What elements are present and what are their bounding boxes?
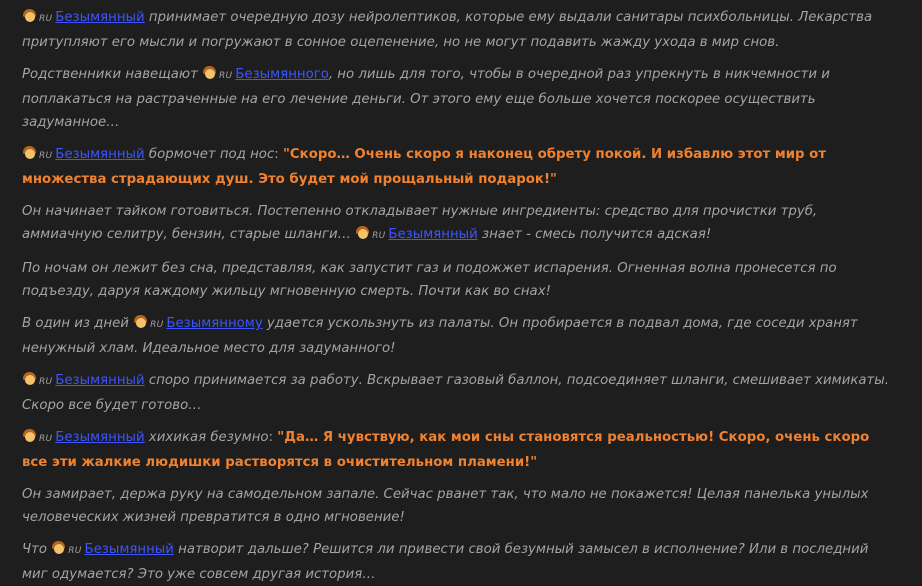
- character-mention: [22, 373, 145, 388]
- language-tag: RU: [39, 14, 53, 24]
- character-name-link[interactable]: Безымянный: [84, 542, 174, 557]
- character-mention: [133, 316, 263, 331]
- character-avatar-icon: [134, 315, 147, 328]
- speech-separator: :: [268, 430, 278, 445]
- chat-message: [22, 6, 892, 54]
- chat-message: [22, 257, 892, 303]
- chat-message: [22, 200, 892, 248]
- language-tag: RU: [39, 151, 53, 161]
- narration-text: Он начинает тайком готовиться. Постепенно откладывает нужные ингредиенты: средство для прочистки труб, аммиачную селитру, бензин, старые шланги…: [22, 204, 818, 242]
- speech-separator: :: [274, 147, 283, 162]
- chat-message: [22, 369, 892, 417]
- chat-message: [22, 143, 892, 191]
- language-tag: RU: [219, 71, 233, 81]
- character-name-link[interactable]: Безымянный: [55, 430, 145, 445]
- chat-message: [22, 312, 892, 360]
- character-avatar-icon: [23, 372, 36, 385]
- narration-text: натворит дальше? Решится ли привести свой безумный замысел в исполнение? Или в последний миг одумается? Это уже совсем другая история…: [22, 542, 869, 582]
- language-tag: RU: [39, 434, 53, 444]
- character-avatar-icon: [23, 9, 36, 22]
- character-avatar-icon: [23, 429, 36, 442]
- character-name-link[interactable]: Безымянного: [235, 67, 329, 82]
- narration-text: знает - смесь получится адская!: [477, 227, 712, 242]
- character-mention: [22, 430, 145, 445]
- narration-text: Что: [22, 542, 52, 557]
- narration-text: В один из дней: [22, 316, 134, 331]
- character-mention: [22, 10, 145, 25]
- narration-text: хихикая безумно: [144, 430, 269, 445]
- character-mention: [22, 147, 145, 162]
- character-avatar-icon: [52, 541, 65, 554]
- character-speech: "Да… Я чувствую, как мои сны становятся реальностью! Скоро, очень скоро все эти жалкие людишки растворятся в очистительном пламени!": [22, 430, 870, 470]
- narration-text: Он замирает, держа руку на самодельном запале. Сейчас рванет так, что мало не покажется! Целая панелька унылых человеческих жизней превратится в одно мгновение!: [22, 487, 869, 525]
- narration-text: принимает очередную дозу нейролептиков, которые ему выдали санитары психбольницы. Лекарства притупляют его мысли и погружают в сонное оцепенение, но не могут подавить жажду ухода в мир снов.: [22, 10, 873, 50]
- character-name-link[interactable]: Безымянный: [55, 373, 145, 388]
- chat-message: [22, 63, 892, 134]
- narration-text: Родственники навещают: [22, 67, 203, 82]
- language-tag: RU: [39, 377, 53, 387]
- character-name-link[interactable]: Безымянному: [166, 316, 263, 331]
- character-avatar-icon: [356, 226, 369, 239]
- narration-text: споро принимается за работу. Вскрывает газовый баллон, подсоединяет шланги, смешивает химикаты. Скоро все будет готово…: [22, 373, 889, 413]
- chat-message: [22, 426, 892, 474]
- character-name-link[interactable]: Безымянный: [55, 147, 145, 162]
- language-tag: RU: [150, 320, 164, 330]
- narration-text: По ночам он лежит без сна, представляя, как запустит газ и подожжет испарения. Огненная волна пронесется по подъезду, даруя каждому жильцу мгновенную смерть. Почти как во снах!: [22, 261, 837, 299]
- language-tag: RU: [372, 231, 386, 241]
- narration-text: удается ускользнуть из палаты. Он пробирается в подвал дома, где соседи хранят ненужный хлам. Идеальное место для задуманного!: [22, 316, 858, 356]
- narration-text: бормочет под нос: [144, 147, 275, 162]
- character-avatar-icon: [23, 146, 36, 159]
- chat-message: [22, 538, 892, 586]
- character-avatar-icon: [203, 66, 216, 79]
- character-name-link[interactable]: Безымянный: [388, 227, 478, 242]
- character-mention: [202, 67, 329, 82]
- character-name-link[interactable]: Безымянный: [55, 10, 145, 25]
- character-speech: "Скоро… Очень скоро я наконец обрету покой. И избавлю этот мир от множества страдающих душ. Это будет мой прощальный подарок!": [22, 147, 827, 187]
- language-tag: RU: [68, 546, 82, 556]
- narration-text: , но лишь для того, чтобы в очередной раз упрекнуть в никчемности и поплакаться на растраченные на его лечение деньги. От этого ему еще больше хочется поскорее осуществить задуманное…: [22, 67, 830, 130]
- character-mention: [51, 542, 174, 557]
- character-mention: [355, 227, 478, 242]
- chat-message: [22, 483, 892, 529]
